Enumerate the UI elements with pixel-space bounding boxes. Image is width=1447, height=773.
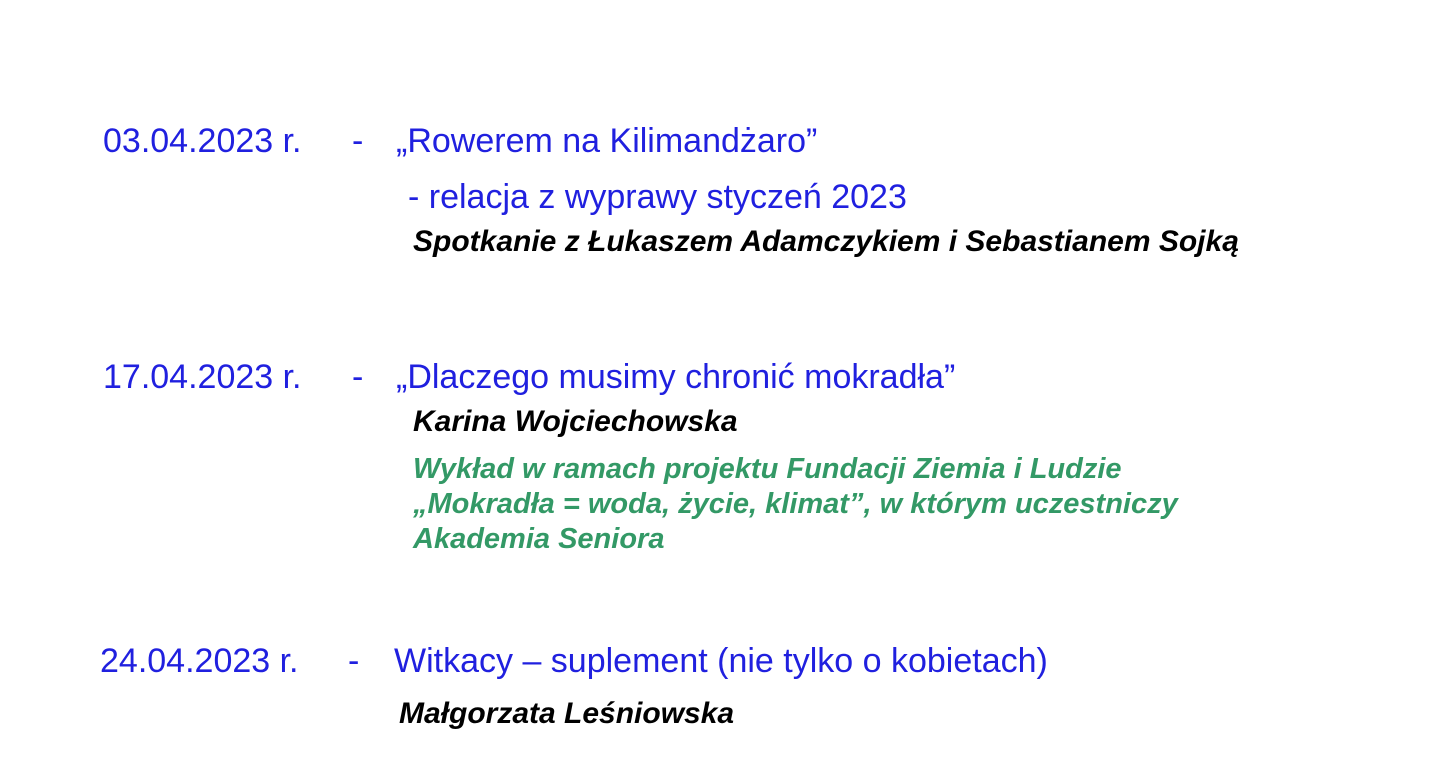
event-1-speaker: Spotkanie z Łukaszem Adamczykiem i Sebastianem Sojką xyxy=(413,225,1239,258)
event-2-note-line: Akademia Seniora xyxy=(413,523,665,555)
event-2-note-line: „Mokradła = woda, życie, klimat”, w którym uczestniczy xyxy=(413,488,1178,520)
event-2-notes xyxy=(413,452,1178,557)
event-1-subtitle: - relacja z wyprawy styczeń 2023 xyxy=(408,178,907,216)
event-1-title: „Rowerem na Kilimandżaro” xyxy=(396,122,818,160)
event-3-date: 24.04.2023 r. xyxy=(100,642,299,680)
event-2-date: 17.04.2023 r. xyxy=(103,358,302,396)
event-3-separator: - xyxy=(348,642,360,680)
event-2-title: „Dlaczego musimy chronić mokradła” xyxy=(396,358,956,396)
event-2-separator: - xyxy=(352,358,364,396)
event-3-speaker: Małgorzata Leśniowska xyxy=(399,697,735,730)
event-3-title: Witkacy – suplement (nie tylko o kobietach) xyxy=(394,642,1048,680)
event-2-note-line: Wykład w ramach projektu Fundacji Ziemia i Ludzie xyxy=(413,453,1122,485)
event-1-date: 03.04.2023 r. xyxy=(103,122,302,160)
event-1-separator: - xyxy=(352,122,364,160)
event-2-speaker: Karina Wojciechowska xyxy=(413,405,738,438)
